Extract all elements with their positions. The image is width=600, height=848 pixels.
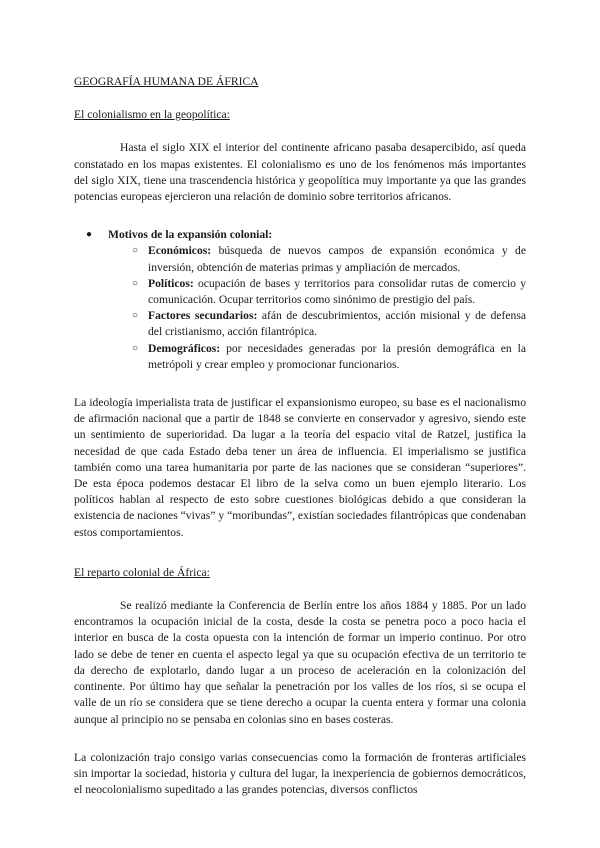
bullet-dot-icon: ● [86, 229, 93, 241]
section-heading-reparto: El reparto colonial de África: [74, 565, 210, 579]
motive-text: por necesidades generadas por la presión demográfica en la metrópoli y crear empleo y promocionar funcionarios. [148, 341, 526, 371]
motive-text: afán de descubrimientos, acción misional y de defensa del cristianismo, acción filantrópica. [148, 309, 526, 339]
list-item [132, 341, 526, 373]
list-item [132, 276, 526, 308]
paragraph-intro: Hasta el siglo XIX el interior del continente africano pasaba desapercibido, así queda constatado en los mapas existentes. El colonialismo es uno de los fenómenos más importantes del siglo XIX, tiene una trascendencia histórica y geopolítica muy importante ya que las grandes potencias europeas ejercieron una relación de dominio sobre territorios africanos. [74, 141, 526, 204]
circle-bullet-icon: ○ [132, 310, 139, 322]
paragraph-ideology: La ideología imperialista trata de justificar el expansionismo europeo, su base es el nacionalismo de afirmación nacional que a partir de 1848 se convierte en conservador y agresivo, siendo este un sentimiento de superioridad. Da lugar a la teoría del espacio vital de Ratzel, justifica la necesidad de que cada Estado deba tener un área de influencia. El imperialismo se justifica también como una tarea humanitaria por parte de las naciones que se consideran “superiores”. De esta época podemos destacar El libro de la selva como un buen ejemplo literario. Los políticos hablan al respecto de esto sobre cuestiones biológicas debido a que consideran la existencia de naciones “vivas” y “moribundas”, existían sociedades filantrópicas que condenaban estos comportamientos. [74, 396, 526, 539]
document-title: GEOGRAFÍA HUMANA DE ÁFRICA [74, 75, 259, 88]
motive-label: Factores secundarios: [148, 309, 258, 323]
motives-list [74, 227, 526, 373]
section-heading-colonialismo: El colonialismo en la geopolítica: [74, 108, 230, 122]
motives-sublist [74, 243, 526, 373]
motives-label: Motivos de la expansión colonial: [108, 228, 273, 242]
motive-label: Económicos: [148, 244, 212, 258]
document-page [74, 74, 526, 798]
motives-bullet [86, 227, 526, 243]
circle-bullet-icon: ○ [132, 245, 139, 257]
motive-text: búsqueda de nuevos campos de expansión económica y de inversión, obtención de materias primas y ampliación de mercados. [148, 244, 526, 274]
motive-label: Políticos: [148, 276, 194, 290]
paragraph-berlin: Se realizó mediante la Conferencia de Berlín entre los años 1884 y 1885. Por un lado encontramos la ocupación inicial de la costa, desde la costa se penetra poco a poco hacia el interior en busca de la costa opuesta con la intención de formar un imperio continuo. Por otro lado se debe de tener en cuenta el aspecto legal ya que su ocupación efectiva de un territorio te da derecho de explotarlo, dando lugar a un proceso de aceleración en la colonización del continente. Por último hay que señalar la penetración por los valles de los ríos, si se ocupa el valle de un río se considera que se tiene derecho a ocupar la cuenta entera y formar una colonia aunque al principio no se pensaba en colonias sino en bases costeras. [74, 599, 526, 726]
paragraph-consequences: La colonización trajo consigo varias consecuencias como la formación de fronteras artificiales sin importar la sociedad, historia y cultura del lugar, la inexperiencia de gobiernos democráticos, el neocolonialismo supeditado a las grandes potencias, diversos conflictos [74, 750, 526, 797]
circle-bullet-icon: ○ [132, 277, 139, 289]
circle-bullet-icon: ○ [132, 342, 139, 354]
list-item [132, 308, 526, 340]
list-item [132, 243, 526, 275]
motive-label: Demográficos: [148, 341, 221, 355]
motive-text: ocupación de bases y territorios para consolidar rutas de comercio y comunicación. Ocupar territorios como sinónimo de prestigio del país. [148, 276, 526, 307]
